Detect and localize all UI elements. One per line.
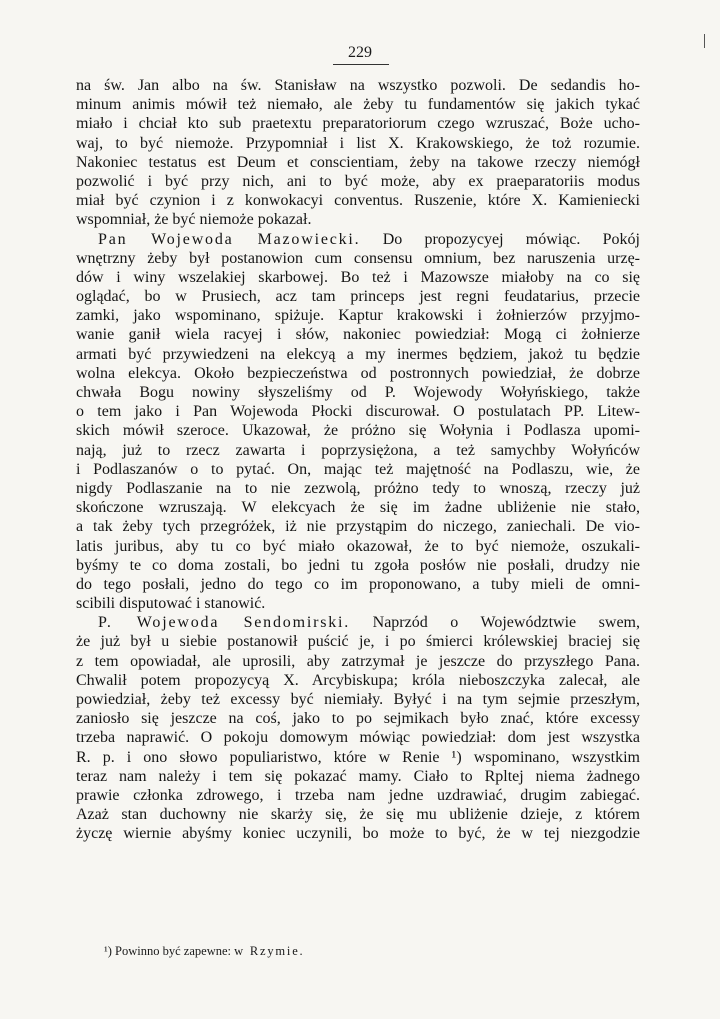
text-line-rest: Do propozycyej mówiąc. Pokój	[360, 230, 640, 248]
text-line: miał być czynion i z konwokacyi conventus. Ruszenie, które X. Kamieniecki	[76, 192, 640, 210]
text-line: prawie członka zdrowego, i trzeba nam jedne uzdrawiać, drugim zabiegać.	[76, 786, 640, 804]
page-number-rule	[333, 64, 389, 65]
text-line: chwała Bogu nowiny słyszeliśmy od P. Wojewody Wołyńskiego, także	[76, 384, 640, 401]
text-line: wolna elekcya. Około bezpieczeństwa od postronnych powiedział, że dobrze	[76, 364, 640, 382]
text-line: skończone wzruszają. W elekcyach że się im żadne ubliżenie nie stało,	[76, 499, 640, 517]
text-line: nigdy Podlaszanie na to nie zezwolą, próżno tedy to wnoszą, rzeczy już	[76, 479, 640, 497]
text-line-with-speaker	[76, 613, 640, 632]
text-line: pozwolić i być przy nich, ani to być może, aby ex praeparatoriis modus	[76, 172, 640, 190]
text-line: skich mówił szeroce. Ukazował, że próżno się Wołynia i Podlasza upomi-	[76, 422, 640, 440]
text-line: powiedział, żeby też excessy być niemiały. Byłyć i na tym sejmie przeszłym,	[76, 691, 640, 708]
paragraph-1	[76, 76, 640, 230]
text-line: nają, już to rzecz zawarta i poprzysiężona, a też samychby Wołyńców	[76, 441, 640, 459]
text-line: waj, to być niemoże. Przypomniał i list X. Krakowskiego, że toż rozumie.	[76, 134, 640, 152]
text-line: latis juribus, aby tu co być miało okazował, że to być niemoże, oszukali-	[76, 537, 640, 555]
page-number: 229	[348, 44, 372, 61]
text-line: wnętrzny żeby był postanowion cum consensu omnium, bez naruszenia urzę-	[76, 249, 640, 267]
text-line: zaniosło się jeszcze na coś, jako to po sejmikach było znać, które excessy	[76, 710, 640, 728]
text-line: Chwalił potem propozycyą X. Arcybiskupa; króla nieboszczyka zalecał, ale	[76, 671, 640, 689]
text-line: dów i winy wszelakiej skarbowej. Bo też i Mazowsze miałoby na co się	[76, 268, 640, 286]
footnote-marker: ¹)	[104, 944, 112, 958]
text-line: Azaż stan duchowny nie skarży się, że się mu ubliżenie dzieje, z którem	[76, 806, 640, 824]
text-line: i Podlaszanów o to pytać. On, mając też majętność na Podlaszu, wie, że	[76, 460, 640, 478]
text-line: Nakoniec testatus est Deum et conscientiam, żeby na takowe rzeczy niemógł	[76, 153, 640, 171]
text-line: na św. Jan albo na św. Stanisław na wszystko pozwoli. De sedandis ho-	[76, 77, 640, 94]
text-line: minum animis mówił też niemało, ale żeby tu fundamentów się jakich tykać	[76, 96, 640, 114]
text-line: oglądać, bo w Prusiech, acz tam princeps jest regni feudatarius, przecie	[76, 288, 640, 306]
text-line: teraz nam należy i tem się pokazać mamy. Ciało to Rpltej niema żadnego	[76, 767, 640, 785]
speaker-name: Pan Wojewoda Mazowiecki.	[98, 230, 361, 248]
text-line: trzeba naprawić. O pokoju domowym mówiąc powiedział: dom jest wszystka	[76, 729, 640, 747]
text-line: R. p. i ono słowo populiaristwo, które w Renie ¹) wspominano, wszystkim	[76, 748, 640, 766]
speaker-name: P. Wojewoda Sendomirski.	[98, 614, 351, 632]
text-line: wanie ganił wiela racyej i słów, nakoniec powiedział: Mogą ci żołnierze	[76, 326, 640, 344]
text-line: z tem opowiadał, ale uprosili, aby zatrzymał je jeszcze do przyszłego Pana.	[76, 652, 640, 670]
text-line: o tem jako i Pan Wojewoda Płocki discurował. O postulatach PP. Litew-	[76, 403, 640, 421]
text-line-rest: Naprzód o Województwie swem,	[350, 614, 641, 632]
paragraph-2	[76, 230, 640, 614]
footnote	[104, 944, 304, 959]
text-line: scibili disputować i stanowić.	[76, 595, 266, 613]
text-line: byśmy te co doma zostali, bo jedni tu zgoła posłów nie posłali, drudzy nie	[76, 556, 640, 574]
text-line: miało i chciał kto sub praetextu preparatoriorum czego wzruszać, Boże ucho-	[76, 115, 640, 133]
text-line: życzę wiernie abyśmy koniec uczynili, bo może to być, że w tej niezgodzie	[76, 825, 640, 843]
text-line: do tego posłali, jedno do tego co im proponowano, a tuby mieli de omni-	[76, 575, 640, 593]
text-line: a tak żeby tych przegróżek, iż nie przystąpim do niczego, zaniechali. De vio-	[76, 518, 640, 536]
text-line: zamki, jako wspominano, spiżuje. Kaptur krakowski i żołnierzów przyjmo-	[76, 307, 640, 325]
text-line: armati być przywiedzeni na elekcyą a my inermes będziem, jakoż tu będzie	[76, 345, 640, 363]
footnote-prefix: Powinno być zapewne:	[115, 944, 231, 958]
text-line: wspomniał, że być niemoże pokazał.	[76, 211, 312, 229]
body-text	[76, 76, 640, 844]
paragraph-3	[76, 613, 640, 843]
text-line-with-speaker	[76, 230, 640, 249]
text-line: że już był u siebie postanowił puścić je, i po śmierci królewskiej braciej się	[76, 633, 640, 651]
footnote-word: w Rzymie.	[234, 944, 305, 958]
